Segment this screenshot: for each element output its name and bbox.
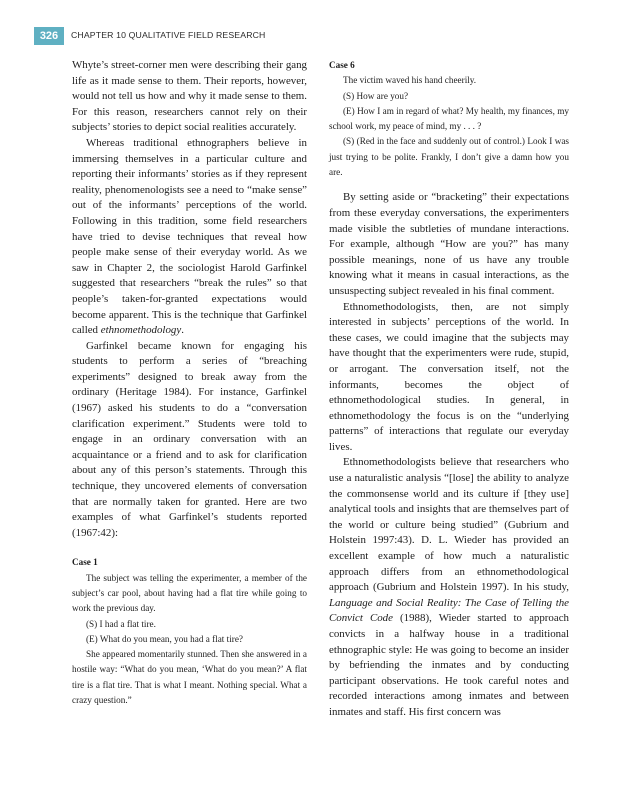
paragraph-bracketing: By setting aside or “bracketing” their expectations from these everyday conversations, the experimenters made visible the subtleties of mundane interactions. For example, although “How are you?” has many possible meanings, none of us have any trouble knowing what it means in casual interactions, as the unsuspecting subject revealed in his final comment. [329,191,569,297]
book-title: Language and Social Reality: The Case of Telling the Convict Code [329,596,569,625]
running-head: CHAPTER 10 QUALITATIVE FIELD RESEARCH [71,30,266,40]
paragraph-garfinkel: Garfinkel became known for engaging his students to perform a series of “breaching experiments” designed to break away from the ordinary (Heritage 1984). For instance, Garfinkel (1967) asked his students to do a “conversation clarification experiment.” Students were told to engage in an ordinary conversation with an acquaintance or a friend and to ask for clarification about any of this person’s statements. Through this technique, they uncovered elements of conversation that are normally taken for granted. Here are two examples of what Garfinkel’s students reported (1967:42): [72,339,307,539]
paragraph-text: Whereas traditional ethnographers believe in immersing themselves in a particular culture and reporting their informants’ stories as if they represent reality, phenomenologists see a need to “make sense” out of the informants’ perceptions of the world. Following in this tradition, some field researchers have tried to devise techniques that reveal how people make sense of their everyday world. As we saw in Chapter 2, the sociologist Harold Garfinkel suggested that researchers “break the rules” so that people’s taken-for-granted expectations would become apparent. This is the technique that Garfinkel called [72,136,307,337]
paragraph-phenomenologists [72,136,307,339]
case-6-line: The victim waved his hand cheerily. [343,75,477,86]
paragraph-wieder [329,455,569,720]
case-1-excerpt [72,555,307,708]
case-6-excerpt [329,58,569,180]
right-column [329,58,569,721]
case-6-title: Case 6 [329,60,355,70]
paragraph-end: . [181,324,184,337]
case-1-line: The subject was telling the experimenter, a member of the subject’s car pool, about having had a flat tire while going to work the previous day. [72,572,307,614]
case-1-line: (E) What do you mean, you had a flat tire? [86,633,243,644]
case-6-line: (S) How are you? [343,90,409,101]
case-6-line: (S) (Red in the face and suddenly out of control.) Look I was just trying to be polite. Frankly, I don’t give a damn how you are. [329,136,569,178]
paragraph-whyte: Whyte’s street-corner men were describing their gang life as it made sense to them. Their reports, however, would not tell us how and why it made sense to them. For this reason, researchers cannot rely on their subjects’ stories to depict social realities accurately. [72,59,307,134]
case-1-line: She appeared momentarily stunned. Then she answered in a hostile way: “What do you mean, ‘What do you mean?’ A flat tire is a flat tire. That is what I meant. Nothing special. What a crazy question.” [72,649,307,706]
case-1-title: Case 1 [72,557,98,568]
term-ethnomethodology: ethnomethodology [100,324,182,337]
left-column [72,58,307,708]
page-number: 326 [34,27,64,45]
paragraph-text: (1988), Wieder started to approach convicts in a halfway house in a traditional ethnographic style: He was going to become an insider by befriending the inmates and by conducting participant observations. He took careful notes and recorded interactions among inmates and between inmates and staff. His first concern was [329,612,569,718]
paragraph-ethnomethodologists: Ethnomethodologists, then, are not simply interested in subjects’ perceptions of the world. In these cases, we could imagine that the subjects may have thought that the experimenters were rude, stupid, or arrogant. The conversation itself, not the informants, becomes the object of ethnomethodological studies. In general, in ethnomethodology the focus is on the “underlying patterns” of interactions that regulate our everyday lives. [329,300,569,453]
case-1-line: (S) I had a flat tire. [86,618,156,629]
case-6-line: (E) How I am in regard of what? My health, my finances, my school work, my peace of mind, my . . . ? [329,105,569,132]
paragraph-text: Ethnomethodologists believe that researchers who use a naturalistic analysis “[lose] the ability to analyze the commonsense world and its culture if [they use] analytical tools and insights that are themselves part of the world or culture being studied” (Gubrium and Holstein 1997:43). D. L. Wieder has provided an excellent example of how much a naturalistic approach differs from an ethnomethodological approach (Gubrium and Holstein 1997). In his study, [329,456,569,594]
